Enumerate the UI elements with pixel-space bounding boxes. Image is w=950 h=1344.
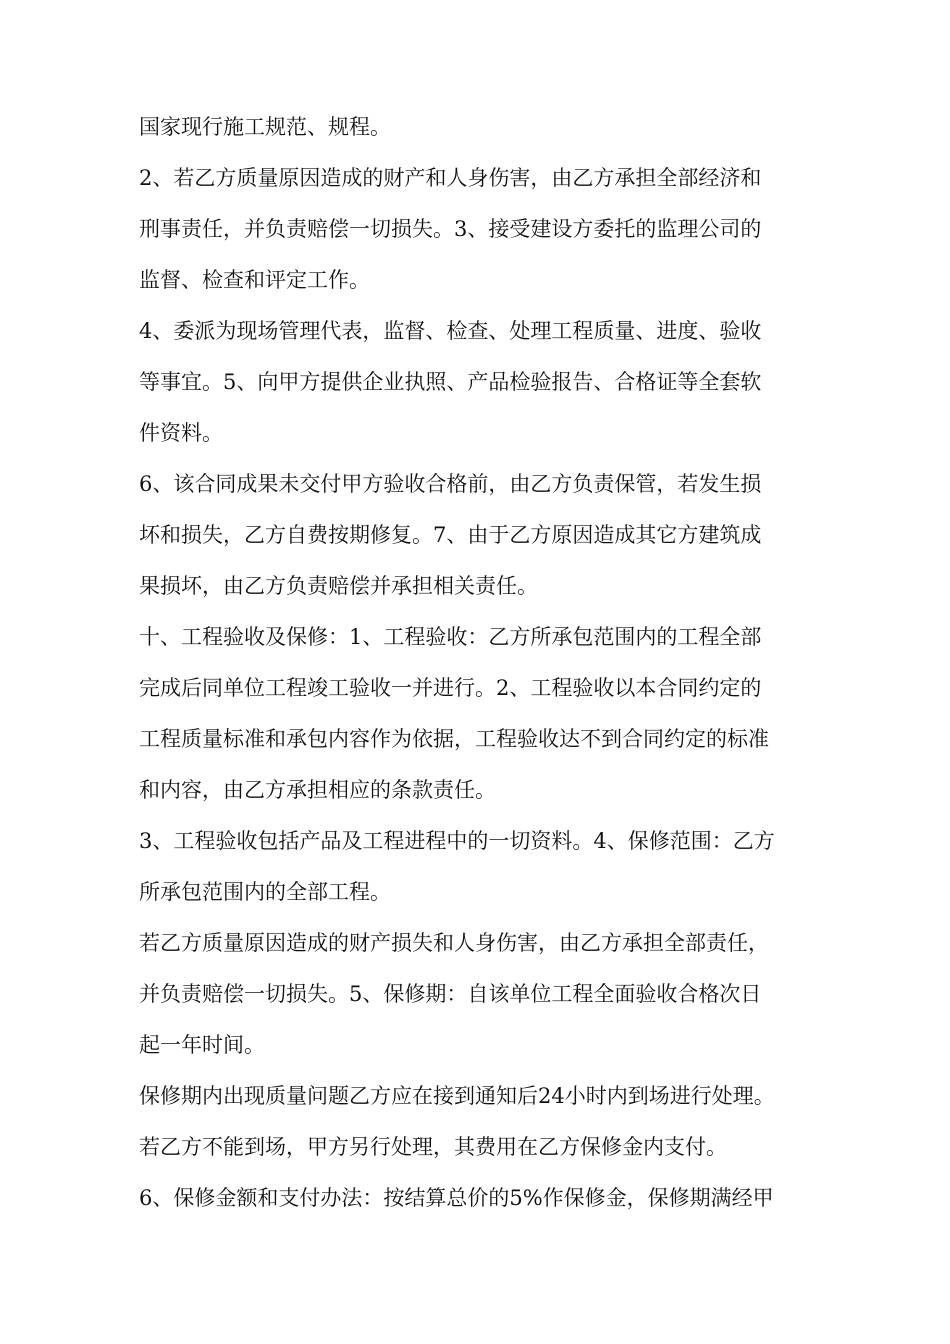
paragraph-6 [139, 819, 829, 921]
text-line: 和内容，由乙方承担相应的条款责任。 [139, 778, 496, 802]
text-line: 若乙方不能到场，甲方另行处理，其费用在乙方保修金内支付。 [139, 1135, 727, 1159]
text-line: 工程质量标准和承包内容作为依据，工程验收达不到合同约定的标准 [139, 727, 769, 751]
text-line: 件资料。 [139, 421, 223, 445]
text-line: 2、若乙方质量原因造成的财产和人身伤害，由乙方承担全部经济和 [139, 166, 762, 190]
text-line: 若乙方质量原因造成的财产损失和人身伤害，由乙方承担全部责任， [139, 931, 769, 955]
text-line: 所承包范围内的全部工程。 [139, 880, 391, 904]
text-line: 果损坏，由乙方负责赔偿并承担相关责任。 [139, 574, 538, 598]
text-line: 十、工程验收及保修：1、工程验收：乙方所承包范围内的工程全部 [139, 625, 762, 649]
text-line: 坏和损失，乙方自费按期修复。7、由于乙方原因造成其它方建筑成 [139, 523, 762, 547]
paragraph-5 [139, 615, 829, 819]
text-line: 起一年时间。 [139, 1033, 265, 1057]
text-line: 并负责赔偿一切损失。5、保修期：自该单位工程全面验收合格次日 [139, 982, 762, 1006]
text-line: 3、工程验收包括产品及工程进程中的一切资料。4、保修范围：乙方 [139, 829, 775, 853]
text-line: 6、保修金额和支付办法：按结算总价的5%作保修金，保修期满经甲 [139, 1186, 774, 1210]
paragraph-2 [139, 156, 829, 309]
paragraph-9 [139, 1125, 829, 1176]
text-line: 保修期内出现质量问题乙方应在接到通知后24小时内到场进行处理。 [139, 1084, 775, 1108]
text-line: 6、该合同成果未交付甲方验收合格前，由乙方负责保管，若发生损 [139, 472, 762, 496]
text-line: 完成后同单位工程竣工验收一并进行。2、工程验收以本合同约定的 [139, 676, 762, 700]
text-line: 监督、检查和评定工作。 [139, 268, 370, 292]
paragraph-1 [139, 105, 829, 156]
text-line: 4、委派为现场管理代表，监督、检查、处理工程质量、进度、验收 [139, 319, 762, 343]
paragraph-7 [139, 921, 829, 1074]
text-line: 等事宜。5、向甲方提供企业执照、产品检验报告、合格证等全套软 [139, 370, 762, 394]
text-line: 国家现行施工规范、规程。 [139, 115, 391, 139]
paragraph-3 [139, 309, 829, 462]
document-body [139, 105, 829, 1227]
paragraph-8 [139, 1074, 829, 1125]
paragraph-4 [139, 462, 829, 615]
text-line: 刑事责任，并负责赔偿一切损失。3、接受建设方委托的监理公司的 [139, 217, 762, 241]
paragraph-10 [139, 1176, 829, 1227]
